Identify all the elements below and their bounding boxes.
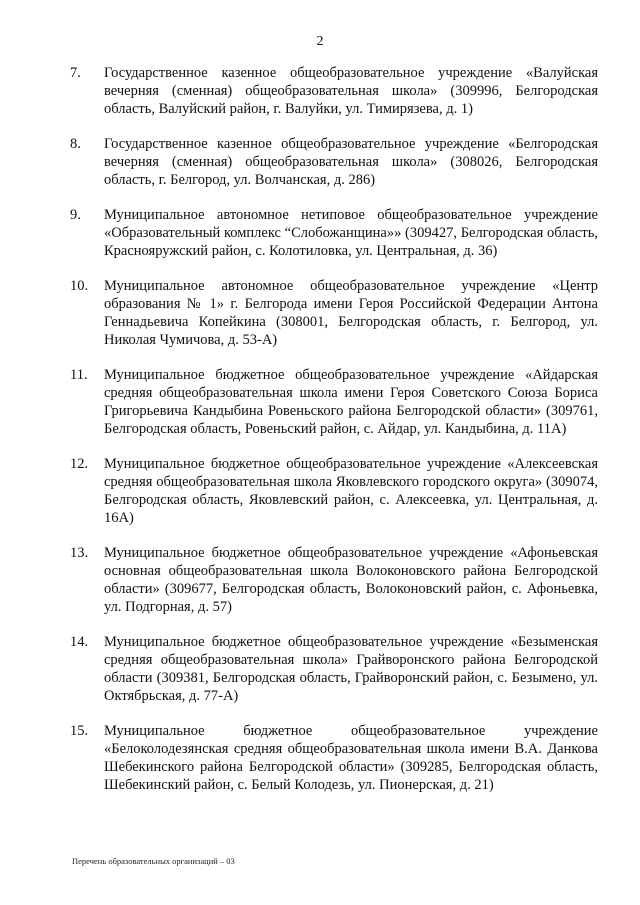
list-item	[0, 206, 640, 260]
entry-number: 12.	[70, 456, 89, 472]
footer-text: Перечень образовательных организаций – 03	[72, 856, 235, 866]
entry-text: Муниципальное бюджетное общеобразовательное учреждение «Безыменская средняя общеобразовательная школа» Грайворонского района Белгородской области (309381, Белгородская область, Грайворонский район, с. Безымено, ул. Октябрьская, д. 77-А)	[104, 634, 598, 704]
entry-number: 11.	[70, 367, 88, 383]
list-item	[0, 722, 640, 794]
list-item	[0, 135, 640, 189]
entry-number: 7.	[70, 65, 81, 81]
list-item	[0, 366, 640, 438]
list-item	[0, 633, 640, 705]
entry-text: Муниципальное бюджетное общеобразовательное учреждение «Айдарская средняя общеобразовательная школа имени Героя Советского Союза Бориса Григорьевича Кандыбина Ровеньского района Белгородской области» (309761, Белгородская область, Ровеньский район, с. Айдар, ул. Кандыбина, д. 11А)	[104, 367, 598, 437]
entry-number: 8.	[70, 136, 81, 152]
entry-text: Муниципальное автономное общеобразовательное учреждение «Центр образования № 1» г. Белгорода имени Героя Российской Федерации Антона Геннадьевича Копейкина (308001, Белгородская область, г. Белгород, ул. Николая Чумичова, д. 53-А)	[104, 278, 598, 348]
list-item	[0, 455, 640, 527]
entry-text: Муниципальное бюджетное общеобразовательное учреждение «Афоньевская основная общеобразовательная школа Волоконовского района Белгородской области» (309677, Белгородская область, Волоконовский район, с. Афоньевка, ул. Подгорная, д. 57)	[104, 545, 598, 615]
entry-text: Муниципальное автономное нетиповое общеобразовательное учреждение «Образовательный комплекс “Слобожанщина»» (309427, Белгородская область, Краснояружский район, с. Колотиловка, ул. Центральная, д. 36)	[104, 207, 598, 259]
entry-number: 15.	[70, 723, 89, 739]
list-item	[0, 64, 640, 118]
entry-text: Государственное казенное общеобразовательное учреждение «Белгородская вечерняя (сменная) общеобразовательная школа» (308026, Белгородская область, г. Белгород, ул. Волчанская, д. 286)	[104, 136, 598, 188]
entry-text: Государственное казенное общеобразовательное учреждение «Валуйская вечерняя (сменная) общеобразовательная школа» (309996, Белгородская область, Валуйский район, г. Валуйки, ул. Тимирязева, д. 1)	[104, 65, 598, 117]
entry-number: 10.	[70, 278, 89, 294]
list-item	[0, 544, 640, 616]
entry-text: Муниципальное бюджетное общеобразовательное учреждение «Алексеевская средняя общеобразовательная школа Яковлевского городского округа» (309074, Белгородская область, Яковлевский район, с. Алексеевка, ул. Центральная, д. 16А)	[104, 456, 598, 526]
entries-list	[0, 64, 640, 811]
entry-number: 14.	[70, 634, 89, 650]
list-item	[0, 277, 640, 349]
entry-number: 9.	[70, 207, 81, 223]
page-number: 2	[316, 34, 324, 49]
entry-text: Муниципальное бюджетное общеобразовательное учреждение «Белоколодезянская средняя общеобразовательная школа имени В.А. Данкова Шебекинского района Белгородской области» (309285, Белгородская область, Шебекинский район, с. Белый Колодезь, ул. Пионерская, д. 21)	[104, 723, 598, 793]
entry-number: 13.	[70, 545, 89, 561]
